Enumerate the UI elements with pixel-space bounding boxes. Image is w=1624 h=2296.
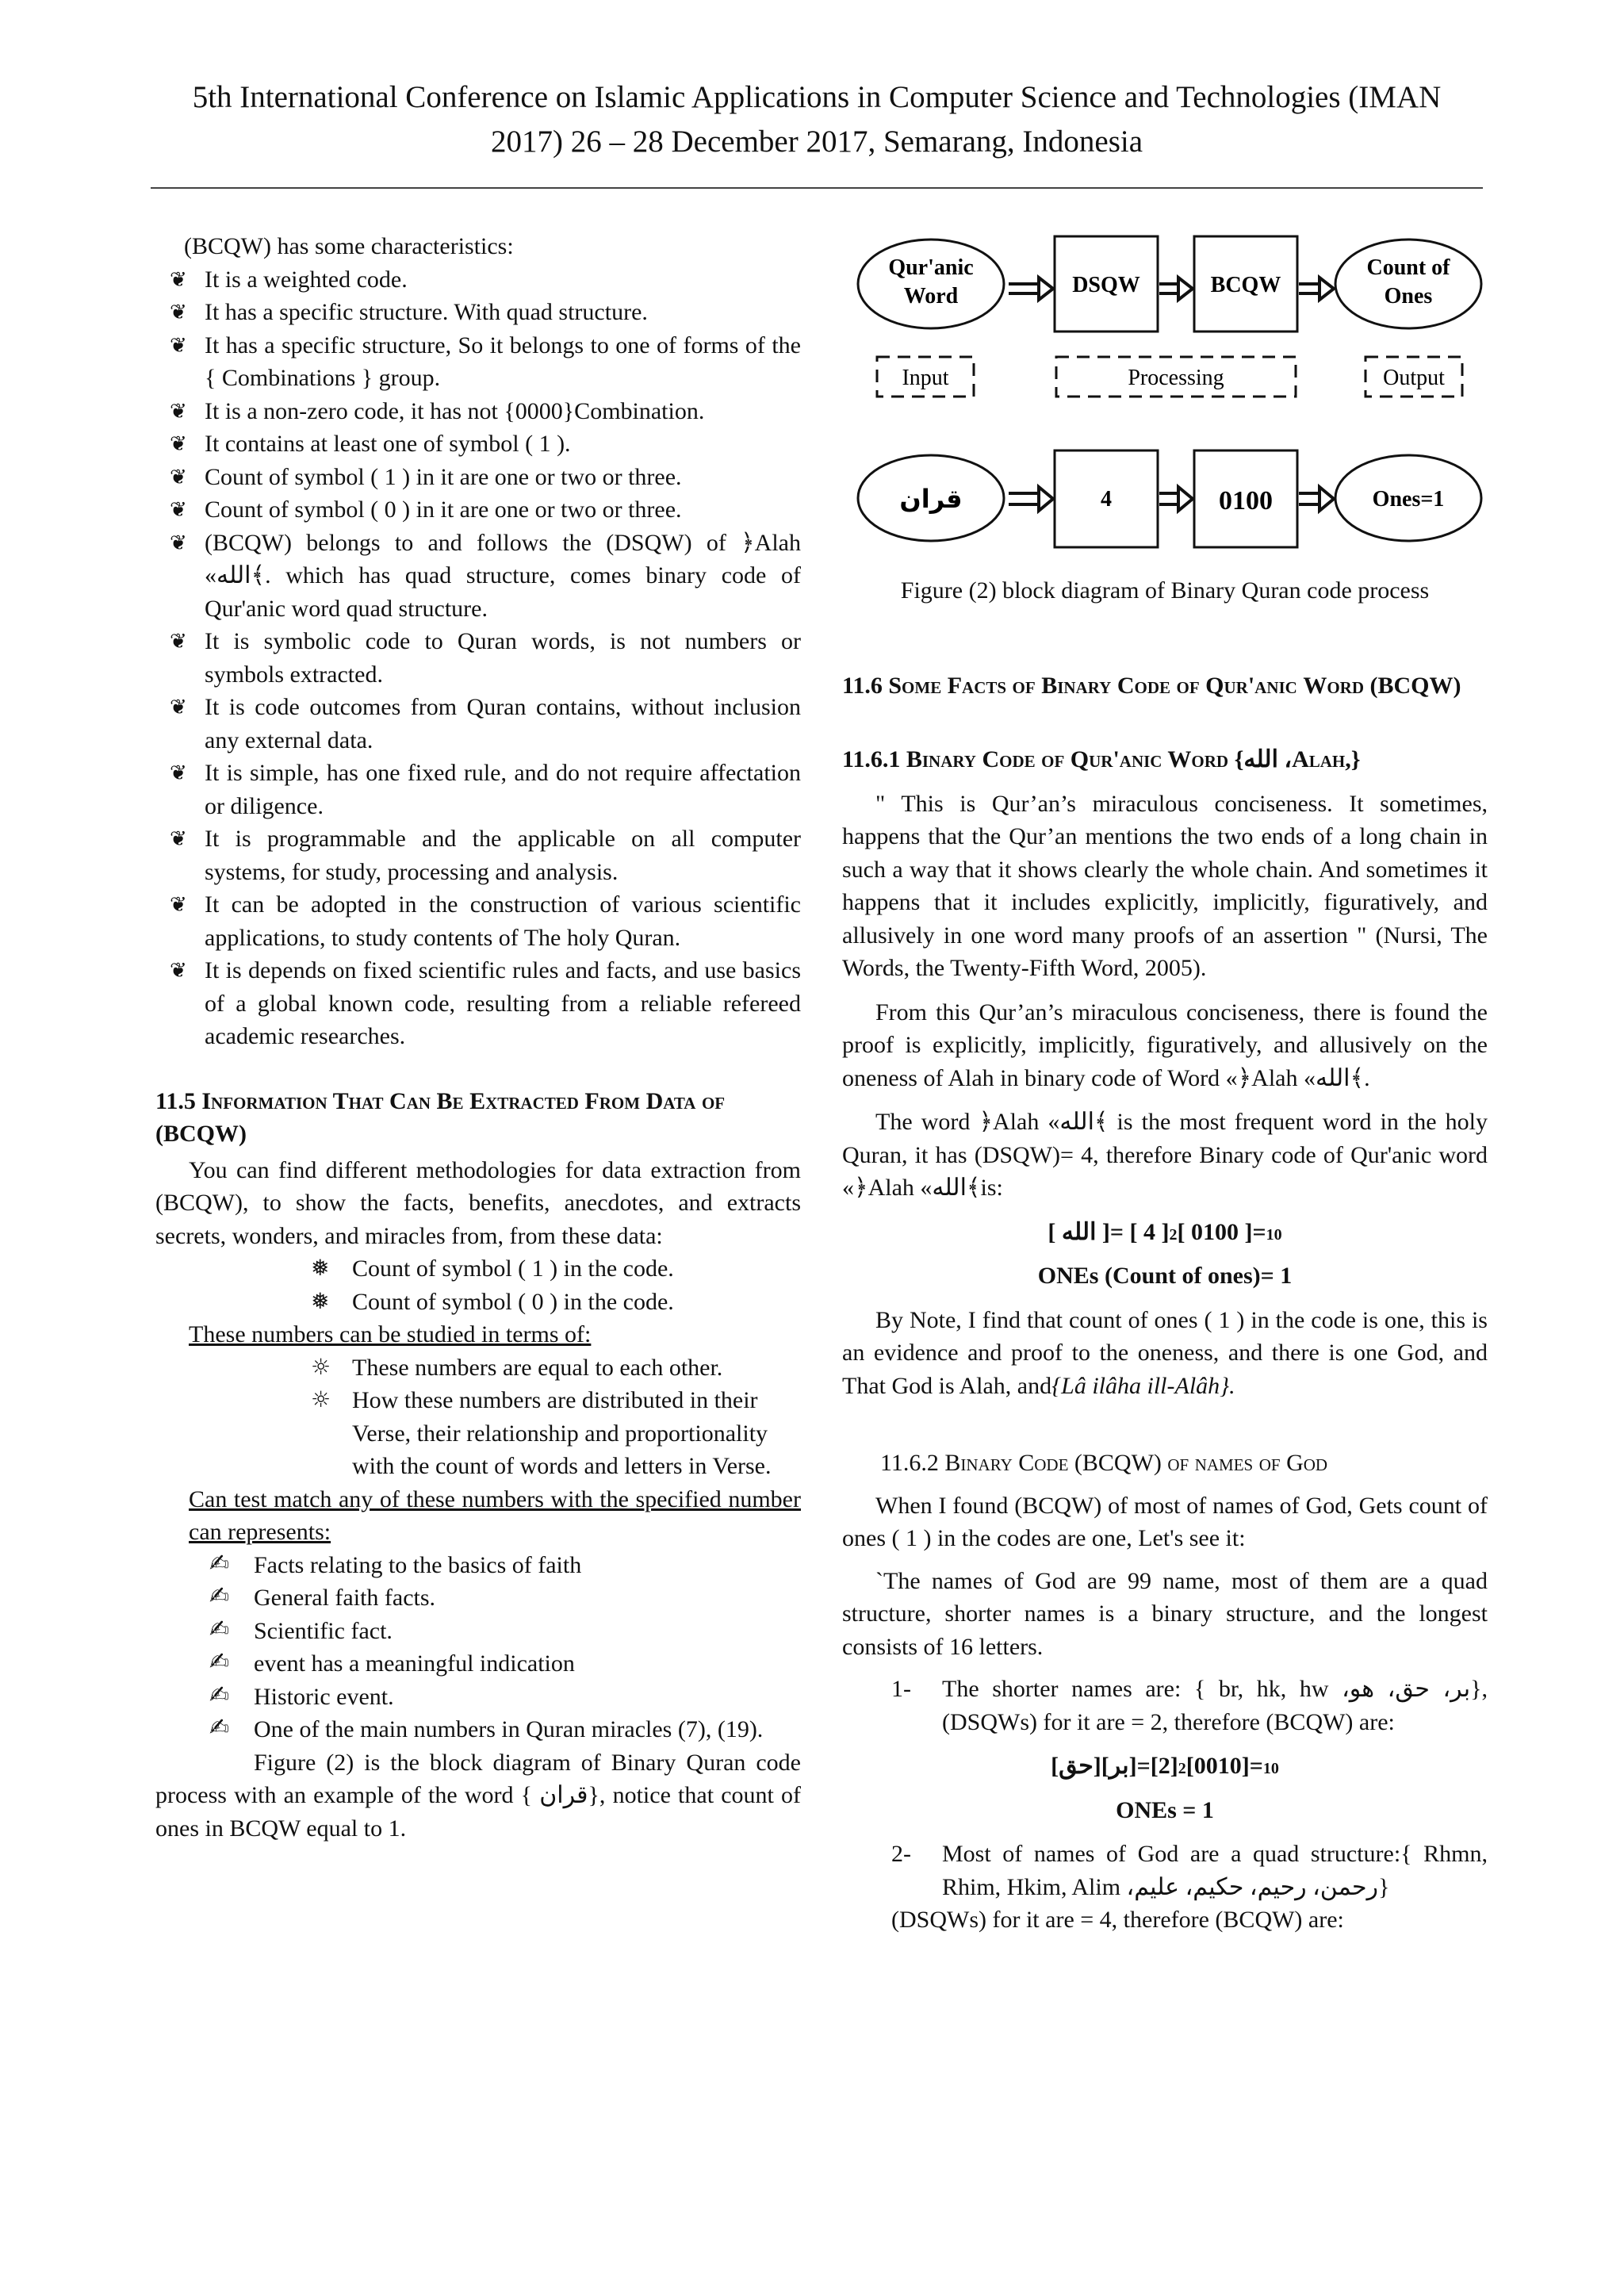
count-of-ones-label: Count of	[1366, 255, 1450, 280]
studied-heading: These numbers can be studied in terms of:	[189, 1321, 592, 1347]
list-item: ✍ One of the main numbers in Quran miracles (7), (19).	[209, 1714, 764, 1742]
list-item: ✍ event has a meaningful indication	[209, 1648, 575, 1677]
list-item: ❦ It contains at least one of symbol ( 1 ).	[170, 431, 571, 457]
note-paragraph: By Note, I find that count of ones ( 1 ) in the code is one, this is an evidence and proof to the oneness, and there is one God, and That God is Alah, and{Lâ ilâha ill-Alâh}.	[842, 1306, 1488, 1399]
page-header	[151, 75, 1483, 164]
test-heading: Can test match any of these numbers with the specified number can represents:	[189, 1485, 801, 1545]
ornament-bullet-icon: ❦	[170, 301, 187, 324]
snowflake-bullet-icon: ❅	[311, 1287, 330, 1314]
ornament-bullet-icon: ❦	[170, 630, 187, 654]
list-item: ❦ Count of symbol ( 0 ) in it are one or two or three.	[170, 496, 682, 523]
processing-stage-label: Processing	[1128, 366, 1224, 390]
arrow-icon	[1009, 278, 1053, 300]
pen-bullet-icon: ✍	[209, 1582, 230, 1610]
snowflake-bullet-icon: ❅	[311, 1255, 330, 1281]
list-item: ✍ Historic event.	[209, 1681, 394, 1710]
names-paragraph: When I found (BCQW) of most of names of God, Gets count of ones ( 1 ) in the codes are one, Let's see it:	[842, 1492, 1488, 1551]
arrow-icon	[1159, 487, 1193, 511]
quranic-word-label-2: Word	[903, 284, 959, 309]
header-divider	[151, 187, 1483, 189]
bcqw-value-label: 0100	[1219, 486, 1273, 516]
arrow-icon	[1159, 278, 1193, 300]
list-item: ❦ It is a weighted code.	[170, 266, 408, 293]
list-item: ❦ Count of symbol ( 1 ) in it are one or two or three.	[170, 463, 682, 490]
list-item: ❦ It is programmable and the applicable on all computer systems, for study, processing and analysis.	[170, 826, 801, 885]
pen-bullet-icon: ✍	[209, 1648, 230, 1676]
ornament-bullet-icon: ❦	[170, 761, 187, 785]
section-11-5-heading: 11.5 Information That Can Be Extracted From Data of (BCQW)	[155, 1087, 726, 1147]
ornament-bullet-icon: ❦	[170, 333, 187, 358]
list-item: 2- Most of names of God are a quad structure:{ Rhmn, Rhim, Hkim, Alim ،رحمن، رحيم، حكيم، عليم}	[891, 1841, 1488, 1900]
quad-tail-paragraph: (DSQWs) for it are = 4, therefore (BCQW) are:	[891, 1907, 1344, 1933]
list-item: ❦ It is a non-zero code, it has not {0000}Combination.	[170, 397, 705, 424]
list-item: ❦ It is code outcomes from Quran contains, without inclusion any external data.	[170, 694, 801, 753]
pen-bullet-icon: ✍	[209, 1714, 230, 1742]
arrow-icon	[1299, 278, 1334, 300]
studied-items-list	[155, 1351, 801, 1483]
list-item: ❦ It is simple, has one fixed rule, and do not require affectation or diligence.	[170, 760, 801, 819]
equation-short-names: [حق][بر]=[2] 10=[0010]2	[1051, 1753, 1279, 1779]
ornament-bullet-icon: ❦	[170, 893, 187, 917]
list-item: ❦ It has a specific structure, So it belongs to one of forms of the { Combinations } group.	[170, 332, 801, 391]
list-item: ❦ (BCQW) belongs to and follows the (DSQW) of ﴿Alah «الله﴾. which has quad structure, comes binary code of Qur'anic word quad structure.	[170, 529, 801, 622]
bcqw-label: BCQW	[1210, 273, 1281, 297]
ornament-bullet-icon: ❦	[170, 696, 187, 719]
pen-bullet-icon: ✍	[209, 1549, 230, 1577]
list-item: ☼ These numbers are equal to each other.	[311, 1353, 723, 1381]
output-stage-label: Output	[1383, 366, 1445, 390]
list-item: ❦ It is depends on fixed scientific rules and facts, and use basics of a global known code, resulting from a reliable refereed academic researches.	[170, 957, 801, 1049]
list-item: ❦ It can be adopted in the construction of various scientific applications, to study contents of The holy Quran.	[170, 891, 801, 951]
arrow-icon	[1299, 487, 1334, 511]
figure-caption: Figure (2) block diagram of Binary Quran code process	[900, 577, 1430, 604]
header-line-2: 2017) 26 – 28 December 2017, Semarang, Indonesia	[490, 125, 1143, 159]
ones-value-label: Ones=1	[1372, 487, 1445, 512]
equation-alah: [ الله ]= [ 4 ] 10=[ 0100 ]2	[1048, 1218, 1282, 1245]
list-item: ✍ General faith facts.	[209, 1582, 436, 1611]
list-item: ☼ How these numbers are distributed in their Verse, their relationship and proportionality with the count of words and letters in Verse.	[311, 1386, 772, 1479]
ornament-bullet-icon: ❦	[170, 498, 187, 522]
section-11-6-2-heading: 11.6.2 Binary Code (BCQW) of names of God	[880, 1450, 1328, 1476]
block-diagram-figure	[842, 230, 1488, 563]
list-item: ❅ Count of symbol ( 1 ) in the code.	[311, 1255, 674, 1282]
characteristics-intro: (BCQW) has some characteristics:	[184, 233, 514, 259]
right-column	[842, 230, 1488, 1937]
extraction-paragraph: You can find different methodologies for data extraction from (BCQW), to show the facts, benefits, anecdotes, and extracts secrets, wonders, and miracles from, from these data:	[155, 1156, 801, 1249]
list-item: 1- The shorter names are: { br, hk, hw ،بر، حق، هو}, (DSQWs) for it are = 2, therefore (BCQW) are:	[891, 1676, 1488, 1735]
nursi-quote-paragraph: " This is Qur’an’s miraculous conciseness. It sometimes, happens that the Qur’an mentions the two ends of a long chain in such a way that it shows clearly the whole chain. And sometimes it happens that it includes explicitly, implicitly, figuratively, and allusively in one word many proofs of an assertion " (Nursi, The Words, the Twenty-Fifth Word, 2005).	[842, 790, 1488, 981]
section-11-6-heading: 11.6 Some Facts of Binary Code of Qur'anic Word (BCQW)	[842, 672, 1461, 699]
sun-bullet-icon: ☼	[311, 1386, 331, 1412]
header-line-1: 5th International Conference on Islamic Applications in Computer Science and Technologies (IMAN	[192, 80, 1442, 114]
dsqw-value-label: 4	[1101, 487, 1112, 512]
list-item: ❦ It is symbolic code to Quran words, is not numbers or symbols extracted.	[170, 628, 801, 688]
dsqw-label: DSQW	[1072, 273, 1140, 297]
ornament-bullet-icon: ❦	[170, 531, 187, 555]
conciseness-paragraph: From this Qur’an’s miraculous conciseness, there is found the proof is explicitly, implicitly, figuratively, and allusively on the oneness of Alah in binary code of Word «﴿Alah «الله﴾.	[842, 999, 1488, 1091]
data-items-list	[155, 1252, 801, 1318]
ornament-bullet-icon: ❦	[170, 432, 187, 456]
pen-bullet-icon: ✍	[209, 1681, 230, 1709]
ornament-bullet-icon: ❦	[170, 827, 187, 851]
names-list	[842, 1673, 1488, 1738]
figure-reference-paragraph: Figure (2) is the block diagram of Binary Quran code process with an example of the word { قران}, notice that count of ones in BCQW equal to 1.	[155, 1749, 801, 1842]
ones-result-short-names: ONEs = 1	[1116, 1796, 1214, 1823]
section-11-6-1-heading: 11.6.1 Binary Code of Qur'anic Word {الله ،Alah,}	[842, 746, 1361, 772]
names-list-2	[842, 1838, 1488, 1903]
word-alah-paragraph: The word ﴿Alah «الله﴾ is the most frequent word in the holy Quran, it has (DSQW)= 4, therefore Binary code of Qur'anic word «﴿Alah «الله﴾is:	[842, 1109, 1488, 1201]
quran-word-example-label: قران	[899, 484, 963, 514]
list-item: ✍ Facts relating to the basics of faith	[209, 1549, 582, 1578]
list-item: ❅ Count of symbol ( 0 ) in the code.	[311, 1287, 674, 1315]
left-column	[155, 230, 801, 1845]
ninety-nine-paragraph: `The names of God are 99 name, most of them are a quad structure, shorter names is a binary structure, and the longest consists of 16 letters.	[842, 1567, 1488, 1660]
characteristics-list	[155, 263, 801, 1053]
arrow-icon	[1009, 487, 1053, 511]
count-of-ones-label-2: Ones	[1384, 284, 1433, 309]
block-diagram	[842, 230, 1488, 563]
ornament-bullet-icon: ❦	[170, 267, 187, 292]
list-item: ❦ It has a specific structure. With quad structure.	[170, 299, 648, 325]
ones-result-alah: ONEs (Count of ones)= 1	[1037, 1263, 1293, 1289]
ornament-bullet-icon: ❦	[170, 465, 187, 489]
input-stage-label: Input	[902, 366, 949, 390]
list-item: ✍ Scientific fact.	[209, 1615, 393, 1644]
test-items-list	[155, 1549, 801, 1746]
sun-bullet-icon: ☼	[311, 1353, 331, 1380]
pen-bullet-icon: ✍	[209, 1615, 230, 1643]
quranic-word-label: Qur'anic	[888, 255, 974, 280]
ornament-bullet-icon: ❦	[170, 959, 187, 983]
ornament-bullet-icon: ❦	[170, 399, 187, 424]
